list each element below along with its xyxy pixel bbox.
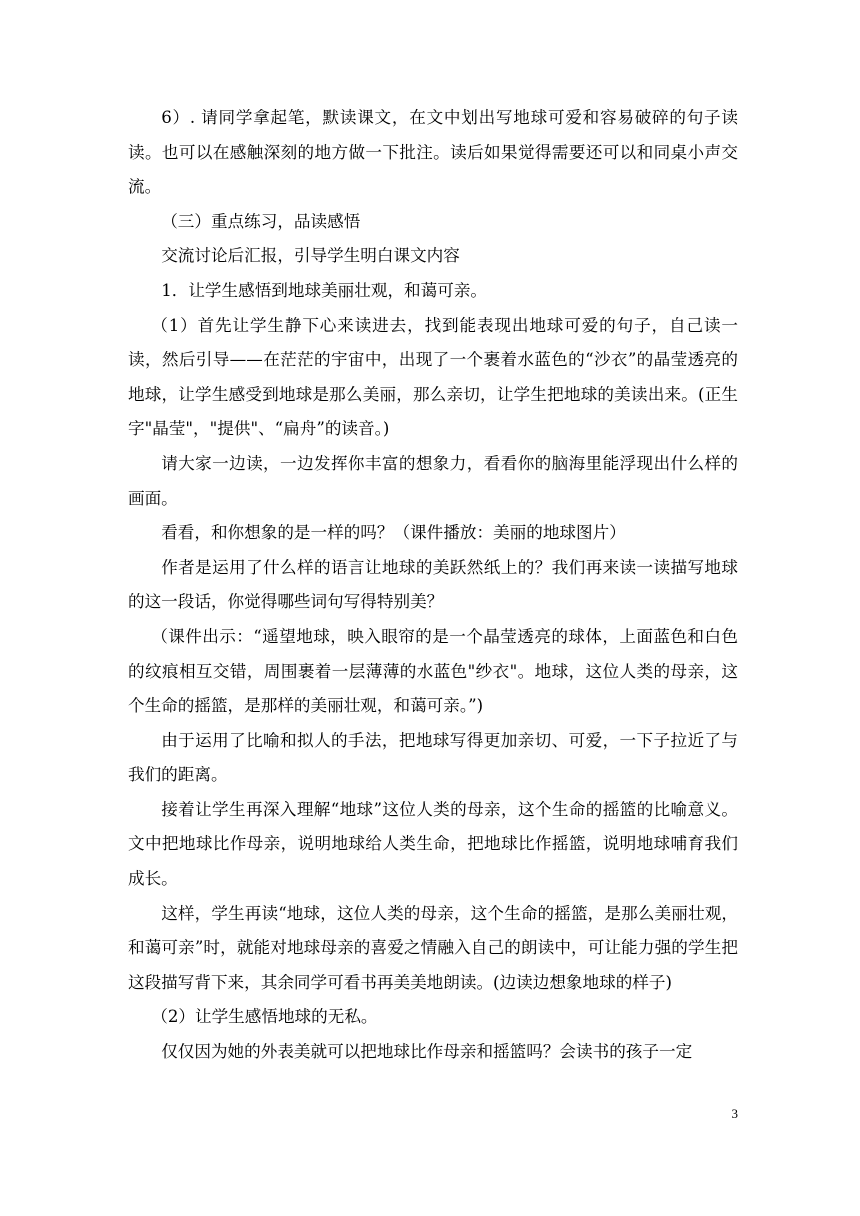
document-body xyxy=(128,101,738,1070)
paragraph-subpoint-2: （2）让学生感悟地球的无私。 xyxy=(151,1007,378,1027)
paragraph-language-question: 作者是运用了什么样的语言让地球的美跃然纸上的？我们再来读一读描写地球的这一段话，你觉得哪些词句写得特别美？ xyxy=(128,557,738,612)
paragraph-rhetoric: 由于运用了比喻和拟人的手法，把地球写得更加亲切、可爱，一下子拉近了与我们的距离。 xyxy=(128,730,738,785)
paragraph-discussion: 交流讨论后汇报，引导学生明白课文内容 xyxy=(161,246,460,266)
heading-key-practice: （三）重点练习，品读感悟 xyxy=(161,211,361,231)
paragraph-courseware-quote: （课件出示：“遥望地球，映入眼帘的是一个晶莹透亮的球体，上面蓝色和白色的纹痕相互交错，周围裹着一层薄薄的水蓝色"纱衣"。地球，这位人类的母亲，这个生命的摇篮，是那样的美丽壮观，和蔼可亲。”) xyxy=(128,626,738,716)
paragraph-step-6: 6）. 请同学拿起笔，默读课文，在文中划出写地球可爱和容易破碎的句子读读。也可以在感触深刻的地方做一下批注。读后如果觉得需要还可以和同桌小声交流。 xyxy=(128,108,738,197)
paragraph-point-1: 1．让学生感悟到地球美丽壮观，和蔼可亲。 xyxy=(161,280,488,300)
paragraph-imagination: 请大家一边读，一边发挥你丰富的想象力，看看你的脑海里能浮现出什么样的画面。 xyxy=(128,453,738,508)
paragraph-subpoint-1: （1）首先让学生静下心来读进去，找到能表现出地球可爱的句子，自己读一读，然后引导——在茫茫的宇宙中，出现了一个裹着水蓝色的“沙衣”的晶莹透亮的地球，让学生感受到地球是那么美丽，那么亲切，让学生把地球的美读出来。(正生字"晶莹"，"提供"、“扁舟”的读音。) xyxy=(128,315,738,439)
page-number: 3 xyxy=(731,1106,738,1121)
paragraph-look: 看看，和你想象的是一样的吗？（课件播放：美丽的地球图片） xyxy=(161,523,626,543)
paragraph-metaphor-meaning: 接着让学生再深入理解“地球”这位人类的母亲，这个生命的摇篮的比喻意义。文中把地球比作母亲，说明地球给人类生命，把地球比作摇篮，说明地球哺育我们成长。 xyxy=(128,799,738,889)
paragraph-reread: 这样，学生再读“地球，这位人类的母亲，这个生命的摇篮，是那么美丽壮观，和蔼可亲”时，就能对地球母亲的喜爱之情融入自己的朗读中，可让能力强的学生把这段描写背下来，其余同学可看书再美美地朗读。(边读边想象地球的样子) xyxy=(128,903,738,992)
paragraph-question: 仅仅因为她的外表美就可以把地球比作母亲和摇篮吗？会读书的孩子一定 xyxy=(161,1042,693,1062)
